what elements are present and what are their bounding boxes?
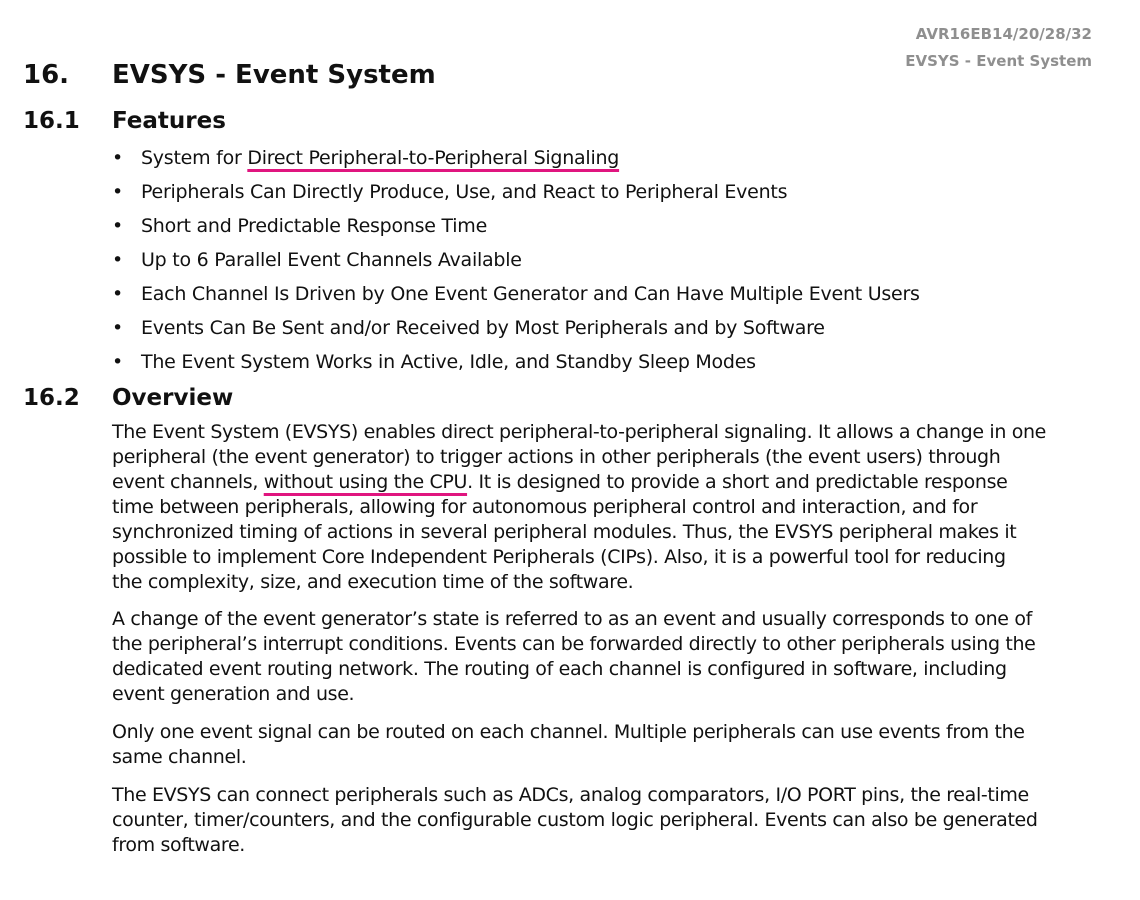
- highlighted-phrase: without using the CPU: [263, 471, 468, 493]
- list-item: [112, 141, 920, 175]
- line-text: event channels,: [112, 471, 264, 493]
- paragraph-line: The Event System (EVSYS) enables direct peripheral-to-peripheral signaling. It allows a change in one: [112, 421, 1047, 443]
- feature-text: Up to 6 Parallel Event Channels Available: [141, 249, 522, 271]
- overview-paragraph: [112, 720, 1102, 770]
- chapter-number: 16.: [23, 60, 70, 90]
- features-heading: [23, 108, 423, 138]
- paragraph-line: from software.: [112, 834, 245, 856]
- paragraph-line: time between peripherals, allowing for autonomous peripheral control and interaction, and for: [112, 496, 978, 518]
- list-item: [112, 311, 920, 345]
- overview-section-number: 16.2: [23, 385, 80, 411]
- paragraph-line: the peripheral’s interrupt conditions. Events can be forwarded directly to other peripherals using the: [112, 633, 1036, 655]
- overview-paragraph: [112, 783, 1102, 858]
- bullet-icon: •: [112, 283, 123, 305]
- paragraph-line: peripheral (the event generator) to trigger actions in other peripherals (the event users) through: [112, 446, 1001, 468]
- paragraph-line: dedicated event routing network. The routing of each channel is configured in software, including: [112, 658, 1007, 680]
- overview-paragraph: [112, 420, 1102, 595]
- bullet-icon: •: [112, 181, 123, 203]
- features-section-number: 16.1: [23, 108, 80, 134]
- feature-text: Events Can Be Sent and/or Received by Most Peripherals and by Software: [141, 317, 825, 339]
- bullet-icon: •: [112, 249, 123, 271]
- paragraph-line: possible to implement Core Independent Peripherals (CIPs). Also, it is a powerful tool for reducing: [112, 546, 1006, 568]
- line-text: . It is designed to provide a short and predictable response: [467, 471, 1008, 493]
- paragraph-line: synchronized timing of actions in several peripheral modules. Thus, the EVSYS peripheral makes it: [112, 521, 1017, 543]
- paragraph-line: A change of the event generator’s state is referred to as an event and usually corresponds to one of: [112, 608, 1032, 630]
- bullet-icon: •: [112, 317, 123, 339]
- list-item: [112, 277, 920, 311]
- feature-text: Each Channel Is Driven by One Event Generator and Can Have Multiple Event Users: [141, 283, 920, 305]
- bullet-icon: •: [112, 215, 123, 237]
- paragraph-line: counter, timer/counters, and the configurable custom logic peripheral. Events can also be generated: [112, 809, 1038, 831]
- paragraph-line: The EVSYS can connect peripherals such as ADCs, analog comparators, I/O PORT pins, the real-time: [112, 784, 1029, 806]
- overview-paragraph: [112, 607, 1102, 707]
- paragraph-line: Only one event signal can be routed on each channel. Multiple peripherals can use events from the: [112, 721, 1025, 743]
- chapter-heading: [23, 60, 623, 94]
- list-item: [112, 243, 920, 277]
- features-list: [112, 141, 920, 379]
- bullet-icon: •: [112, 351, 123, 373]
- list-item: [112, 209, 920, 243]
- feature-text: Short and Predictable Response Time: [141, 215, 488, 237]
- overview-section-title: Overview: [112, 385, 234, 411]
- list-item: [112, 175, 920, 209]
- paragraph-line: [112, 470, 1102, 495]
- list-item: [112, 345, 920, 379]
- feature-text: The Event System Works in Active, Idle, and Standby Sleep Modes: [141, 351, 756, 373]
- section-name-header: EVSYS - Event System: [905, 52, 1092, 70]
- paragraph-line: the complexity, size, and execution time of the software.: [112, 571, 634, 593]
- paragraph-line: event generation and use.: [112, 683, 355, 705]
- paragraph-line: same channel.: [112, 746, 247, 768]
- bullet-icon: •: [112, 147, 123, 169]
- feature-text: Peripherals Can Directly Produce, Use, and React to Peripheral Events: [141, 181, 788, 203]
- features-section-title: Features: [112, 108, 226, 134]
- chapter-title: EVSYS - Event System: [112, 60, 436, 90]
- feature-text-prefix: System for: [141, 147, 248, 169]
- document-id-header: AVR16EB14/20/28/32: [915, 25, 1092, 43]
- highlighted-phrase: Direct Peripheral-to-Peripheral Signaling: [247, 147, 620, 169]
- overview-heading: [23, 385, 423, 415]
